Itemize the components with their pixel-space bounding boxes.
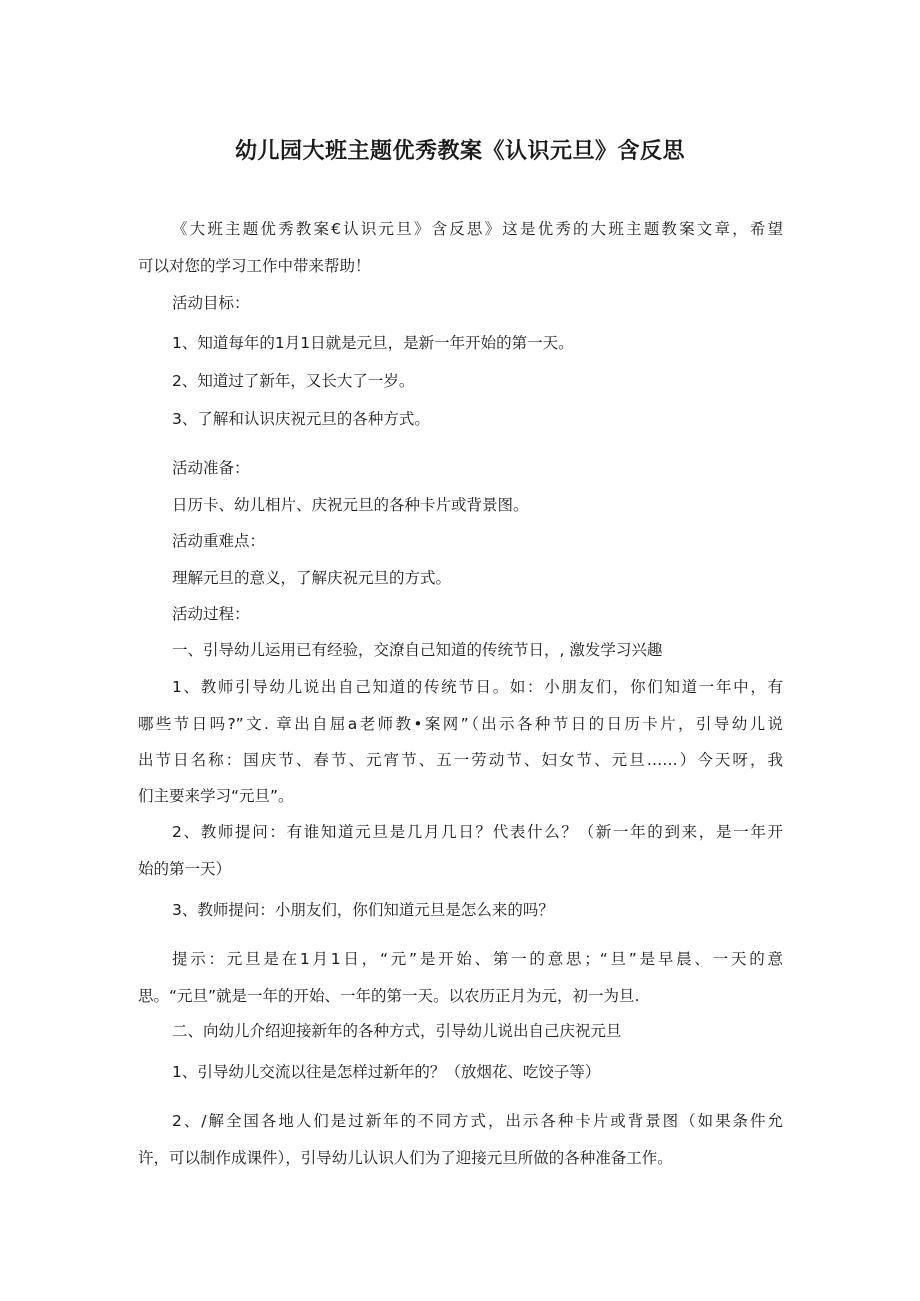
- step-2-2-line-1: 2、/解全国各地人们是过新年的不同方式，出示各种卡片或背景图（如果条件允: [172, 1112, 783, 1130]
- step-1-1-line-3: 出节日名称：国庆节、春节、元宵节、五一劳动节、妇女节、元旦……）今天呀，我: [138, 751, 783, 769]
- prep-text: 日历卡、幼儿相片、庆祝元旦的各种卡片或背景图。: [172, 496, 529, 514]
- hint-line-2: 思。“元旦”就是一年的开始、一年的第一天。以农历正月为元，初一为旦.: [138, 987, 640, 1005]
- prep-heading: 活动准备：: [172, 459, 250, 477]
- step-1-1-line-4: 们主要来学习“元旦”。: [138, 787, 294, 805]
- step-1-2-line-2: 始的第一天）: [138, 860, 232, 878]
- intro-line-1: 《大班主题优秀教案€认识元旦》含反思》这是优秀的大班主题教案文章，希望: [172, 220, 783, 238]
- intro-line-2: 可以对您的学习工作中带来帮助！: [138, 257, 371, 275]
- step-1-1-line-2: 哪些节日吗?”文. 章出自屈a老师教•案网”（出示各种节日的日历卡片，引导幼儿说: [138, 715, 783, 733]
- step-2-1: 1、引导幼儿交流以往是怎样过新年的？（放烟花、吃饺子等）: [172, 1063, 601, 1081]
- step-1-1-line-1: 1、教师引导幼儿说出自己知道的传统节日。如：小朋友们，你们知道一年中，有: [172, 678, 783, 696]
- hint-line-1: 提示：元旦是在1月1日，“元”是开始、第一的意思；“旦”是早晨、一天的意: [172, 950, 783, 968]
- step-2-heading: 二、向幼儿介绍迎接新年的各种方式，引导幼儿说出自己庆祝元旦: [172, 1022, 622, 1040]
- document-title: 幼儿园大班主题优秀教案《认识元旦》含反思: [234, 139, 685, 164]
- process-heading: 活动过程：: [172, 605, 250, 623]
- step-2-2-line-2: 许，可以制作成课件），引导幼儿认识人们为了迎接元旦所做的各种准备工作。: [138, 1149, 673, 1167]
- goal-item-2: 2、知道过了新年，又长大了一岁。: [172, 372, 415, 390]
- goals-heading: 活动目标：: [172, 294, 250, 312]
- key-points-heading: 活动重难点：: [172, 532, 266, 550]
- step-1-2-line-1: 2、教师提问：有谁知道元旦是几月几日？代表什么？（新一年的到来，是一年开: [172, 823, 783, 841]
- step-1-heading: 一、引导幼儿运用已有经验，交潦自己知道的传统节日，, 激发学习兴趣: [172, 641, 663, 659]
- goal-item-1: 1、知道每年的1月1日就是元旦，是新一年开始的第一天。: [172, 334, 574, 352]
- key-points-text: 理解元旦的意义，了解庆祝元旦的方式。: [172, 569, 452, 587]
- step-1-3: 3、教师提问：小朋友们，你们知道元旦是怎么来的吗？: [172, 901, 554, 919]
- goal-item-3: 3、了解和认识庆祝元旦的各种方式。: [172, 410, 430, 428]
